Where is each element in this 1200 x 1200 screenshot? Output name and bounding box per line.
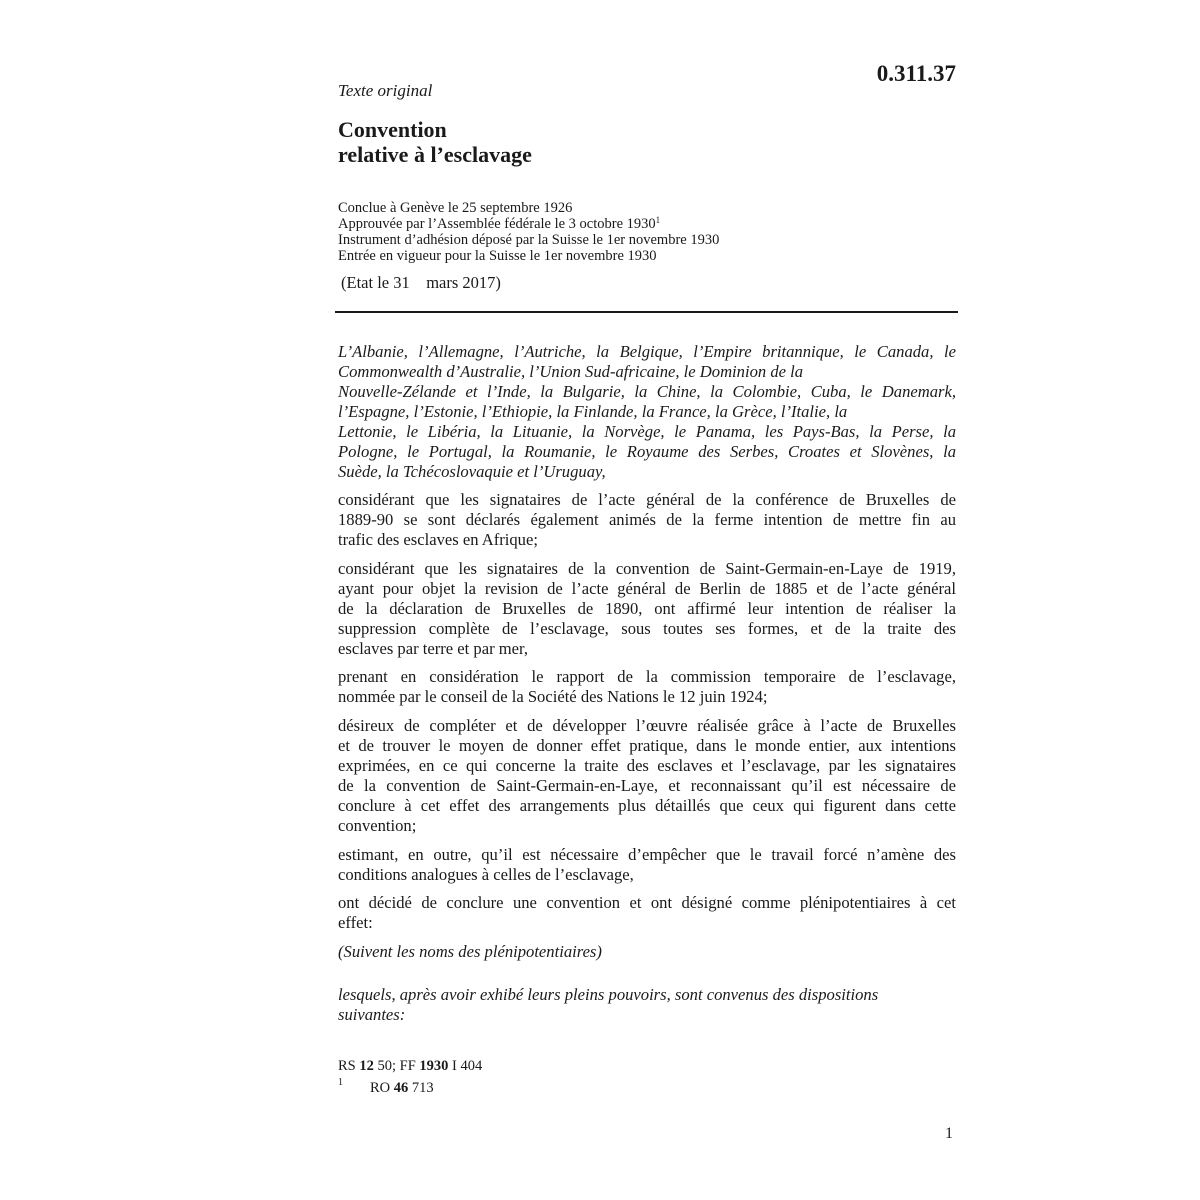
footnote-reference: 1: [655, 215, 661, 225]
paragraph-line: de la déclaration de Bruxelles de 1890, ont affirmé leur intention de réaliser la: [338, 599, 956, 618]
paragraph-line: considérant que les signataires de la convention de Saint-Germain-en-Laye de 1919,: [338, 559, 956, 578]
meta-concluded: Conclue à Genève le 25 septembre 1926: [338, 200, 573, 216]
document-title: [338, 117, 532, 167]
parties-line: Suède, la Tchécoslovaquie et l’Uruguay,: [338, 462, 606, 481]
paragraph-line: conditions analogues à celles de l’esclavage,: [338, 865, 634, 884]
meta-instrument: Instrument d’adhésion déposé par la Suisse le 1er novembre 1930: [338, 232, 720, 248]
rs-text: I 404: [448, 1058, 483, 1074]
parties-line: Pologne, le Portugal, la Roumanie, le Royaume des Serbes, Croates et Slovènes, la: [338, 442, 956, 461]
paragraph-line: nommée par le conseil de la Société des Nations le 12 juin 1924;: [338, 687, 768, 706]
paragraph-line: ayant pour objet la revision de l’acte général de Berlin de 1885 et de l’acte général: [338, 579, 956, 598]
paragraph-line: 1889-90 se sont déclarés également animés de la ferme intention de mettre fin au: [338, 510, 956, 529]
paragraph-line: désireux de compléter et de développer l’œuvre réalisée grâce à l’acte de Bruxelles: [338, 716, 956, 735]
paragraph-line: convention;: [338, 816, 417, 835]
footnote-volume: 46: [393, 1080, 409, 1096]
paragraph-line: exprimées, en ce qui concerne la traite des esclaves et l’esclavage, par les signataires: [338, 756, 956, 775]
rs-text: 50; FF: [373, 1058, 420, 1074]
parties-line: Nouvelle-Zélande et l’Inde, la Bulgarie, la Chine, la Colombie, Cuba, le Danemark,: [338, 382, 956, 401]
header-rule: [335, 311, 958, 313]
document-metadata: [338, 200, 719, 264]
paragraph-line: effet:: [338, 913, 373, 932]
rs-text: RS: [338, 1058, 360, 1074]
paragraph-line: et de trouver le moyen de donner effet pratique, dans le monde entier, aux intentions: [338, 736, 956, 755]
page-number: 1: [945, 1125, 953, 1142]
paragraph-line: considérant que les signataires de l’acte général de la conférence de Bruxelles de: [338, 490, 956, 509]
footnote-text: 713: [408, 1080, 434, 1096]
plenipotentiaries-note: (Suivent les noms des plénipotentiaires): [338, 942, 602, 961]
paragraph-line: trafic des esclaves en Afrique;: [338, 530, 538, 549]
footnote-1: [370, 1080, 434, 1097]
paragraph-line: suppression complète de l’esclavage, sous toutes ses formes, et de la traite des: [338, 619, 956, 638]
closing-line: lesquels, après avoir exhibé leurs pleins pouvoirs, sont convenus des dispositions: [338, 985, 879, 1004]
paragraph-line: esclaves par terre et par mer,: [338, 639, 529, 658]
paragraph-line: de la convention de Saint-Germain-en-Laye, et reconnaissant qu’il est nécessaire de: [338, 776, 956, 795]
original-text-label: Texte original: [338, 81, 433, 100]
document-number: 0.311.37: [876, 61, 956, 86]
parties-line: Lettonie, le Libéria, la Lituanie, la Norvège, le Panama, les Pays-Bas, la Perse, la: [338, 422, 956, 441]
meta-approved: [338, 216, 719, 232]
footnote-mark: 1: [338, 1077, 343, 1088]
paragraph-line: estimant, en outre, qu’il est nécessaire d’empêcher que le travail forcé n’amène des: [338, 845, 956, 864]
parties-line: L’Albanie, l’Allemagne, l’Autriche, la Belgique, l’Empire britannique, le Canada, le: [338, 342, 956, 361]
state-date: (Etat le 31 mars 2017): [341, 273, 501, 292]
title-line: Convention: [338, 117, 447, 142]
ff-year: 1930: [419, 1058, 449, 1074]
closing-line: suivantes:: [338, 1005, 406, 1024]
meta-approved-text: Approuvée par l’Assemblée fédérale le 3 octobre 1930: [338, 216, 656, 232]
parties-line: l’Espagne, l’Estonie, l’Ethiopie, la Finlande, la France, la Grèce, l’Italie, la: [338, 402, 848, 421]
title-line: relative à l’esclavage: [338, 142, 532, 167]
paragraph-line: prenant en considération le rapport de la commission temporaire de l’esclavage,: [338, 667, 956, 686]
paragraph-line: conclure à cet effet des arrangements plus détaillés que ceux qui figurent dans cette: [338, 796, 956, 815]
parties-line: Commonwealth d’Australie, l’Union Sud-africaine, le Dominion de la: [338, 362, 804, 381]
rs-volume: 12: [359, 1058, 374, 1074]
rs-reference: [338, 1058, 482, 1075]
footnote-text: RO: [370, 1080, 394, 1096]
meta-entry: Entrée en vigueur pour la Suisse le 1er novembre 1930: [338, 248, 657, 264]
paragraph-line: ont décidé de conclure une convention et ont désigné comme plénipotentiaires à cet: [338, 893, 956, 912]
